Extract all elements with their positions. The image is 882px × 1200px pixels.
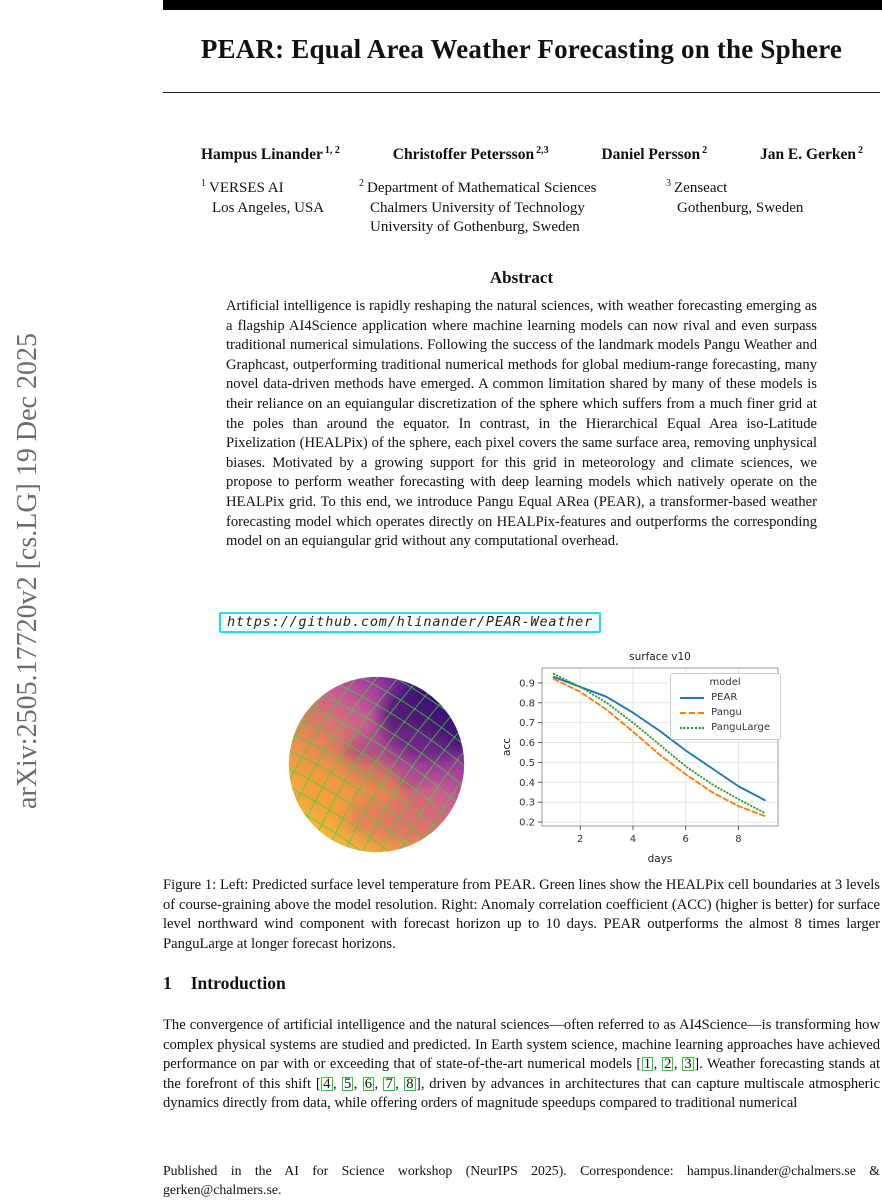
author-name: Daniel Persson	[601, 146, 701, 164]
legend-entry	[680, 722, 770, 733]
legend-line-sample	[680, 712, 704, 714]
abstract-heading: Abstract	[489, 268, 554, 287]
abstract-text: Artificial intelligence is rapidly reshaping the natural sciences, with weather forecasting emerging as a flagship AI4Science application where machine learning models can now rival and even surpass traditional numerical simulations. Following the success of the landmark models Pangu Weather and Graphcast, outperforming traditional numerical methods for global medium-range forecasting, many novel data-driven methods have emerged. A common limitation shared by many of these models is their reliance on an equiangular discretization of the sphere which suffers from a much finer grid at the poles than around the equator. In contrast, in the Hierarchical Equal Area iso-Latitude Pixelization (HEALPix) of the sphere, each pixel covers the same surface area, removing unphysical biases. Motivated by a growing support for this grid in meteorology and climate sciences, we propose to perform weather forecasting with deep learning models which natively operate on the HEALPix grid. To this end, we introduce Pangu Equal ARea (PEAR), a transformer-based weather forecasting model which operates directly on HEALPix-features and outperforms the corresponding model on an equiangular grid without any computational overhead.	[226, 298, 817, 550]
section-heading	[163, 973, 286, 994]
title-divider	[163, 92, 880, 93]
author	[393, 145, 549, 164]
code-repository-link[interactable]: https://github.com/hlinander/PEAR-Weather	[219, 612, 601, 633]
svg-text:0.4: 0.4	[519, 777, 535, 789]
affiliation-3	[666, 174, 803, 218]
svg-text:8: 8	[735, 834, 742, 845]
legend-label: Pangu	[711, 707, 742, 718]
legend-entry	[680, 692, 770, 703]
legend-label: PanguLarge	[711, 722, 770, 733]
svg-text:acc: acc	[501, 738, 513, 756]
svg-text:0.6: 0.6	[519, 738, 535, 750]
svg-text:4: 4	[629, 834, 637, 845]
citation-ref[interactable]: 5	[343, 1075, 352, 1092]
acc-chart	[500, 650, 785, 870]
author-name: Jan E. Gerken	[759, 146, 856, 164]
legend-entry	[680, 707, 770, 718]
author-affil-sup: 2	[702, 145, 708, 156]
citation-ref[interactable]: 1	[643, 1056, 652, 1072]
affiliation-2	[359, 174, 597, 238]
svg-text:6: 6	[682, 834, 689, 845]
author-name: Hampus Linander	[201, 146, 323, 164]
svg-text:0.3: 0.3	[519, 797, 535, 809]
top-black-rule	[163, 0, 882, 10]
svg-text:0.5: 0.5	[519, 757, 535, 769]
citation-ref[interactable]: 6	[364, 1075, 372, 1092]
author-affil-sup: 2	[857, 145, 863, 156]
legend-title: model	[709, 677, 741, 688]
legend-line-sample	[680, 727, 704, 729]
affil-line: Department of Mathematical Sciences	[367, 180, 597, 196]
affil-line: Chalmers University of Technology	[370, 199, 585, 216]
paper-title: PEAR: Equal Area Weather Forecasting on the Sphere	[200, 34, 843, 64]
globe-svg	[285, 673, 468, 856]
figure-1	[163, 650, 880, 872]
paper-column	[163, 0, 880, 1200]
affiliation-1	[201, 174, 324, 218]
svg-text:0.2: 0.2	[519, 817, 535, 829]
affil-line: VERSES AI	[209, 180, 284, 196]
author-affil-sup: 2,3	[536, 145, 549, 156]
citation-ref[interactable]: 3	[684, 1056, 692, 1072]
section-number: 1	[163, 973, 172, 993]
figure-caption: Figure 1: Left: Predicted surface level temperature from PEAR. Green lines show the HEALPix cell boundaries at 3 levels of course-graining above the model resolution. Right: Anomaly correlation coefficient (ACC) (higher is better) for surface level northward wind component with forecast horizon up to 10 days. PEAR outperforms the almost 8 times larger PanguLarge at longer forecast horizons.	[163, 877, 880, 952]
citation-ref[interactable]: 2	[664, 1056, 672, 1072]
chart-legend	[670, 673, 781, 740]
citation-ref[interactable]: 8	[406, 1075, 414, 1092]
globe-temperature-plot	[285, 673, 468, 856]
svg-text:0.8: 0.8	[519, 698, 535, 710]
citation-ref[interactable]: 4	[323, 1075, 331, 1092]
author	[760, 145, 863, 164]
affil-line: University of Gothenburg, Sweden	[370, 219, 580, 235]
citation-ref[interactable]: 7	[385, 1075, 393, 1092]
svg-text:0.9: 0.9	[519, 678, 535, 690]
affil-sup: 3	[666, 178, 671, 189]
section-title: Introduction	[190, 973, 286, 993]
legend-line-sample	[680, 697, 704, 699]
svg-text:days: days	[647, 853, 673, 865]
author-list	[201, 145, 863, 164]
affil-line: Los Angeles, USA	[212, 199, 325, 216]
footer-note: Published in the AI for Science workshop (NeurIPS 2025). Correspondence: hampus.linander@chalmers.se & gerken@chalmers.se.	[163, 1163, 880, 1197]
affil-sup: 2	[359, 178, 364, 189]
svg-text:0.7: 0.7	[519, 718, 535, 730]
author	[601, 145, 707, 164]
svg-text:2: 2	[577, 834, 584, 845]
affil-line: Zenseact	[674, 180, 728, 196]
author-name: Christoffer Petersson	[392, 146, 535, 164]
legend-label: PEAR	[711, 692, 738, 703]
chart-legend-entries	[680, 692, 770, 733]
arxiv-watermark: arXiv:2505.17720v2 [cs.LG] 19 Dec 2025	[12, 333, 43, 809]
affil-line: Gothenburg, Sweden	[677, 199, 804, 216]
author-affil-sup: 1, 2	[324, 145, 340, 156]
svg-text:surface v10: surface v10	[629, 651, 691, 663]
intro-paragraph: The convergence of artificial intelligence and the natural sciences—often referred to as AI4Science—is transforming how complex physical systems are studied and predicted. In Earth system science, machine learning approaches have achieved performance on par with or exceeding that of state-of-the-art numerical models [ 1 , 2 , 3 ]. Weather forecasting stands at the forefront of this shift [ 4 , 5 , 6 , 7 , 8 ], driven by advances in architectures that can capture multiscale atmospheric dynamics directly from data, while offering orders of magnitude speedups compared to traditional numerical	[163, 1017, 881, 1111]
author	[201, 145, 340, 164]
affil-sup: 1	[201, 178, 206, 189]
